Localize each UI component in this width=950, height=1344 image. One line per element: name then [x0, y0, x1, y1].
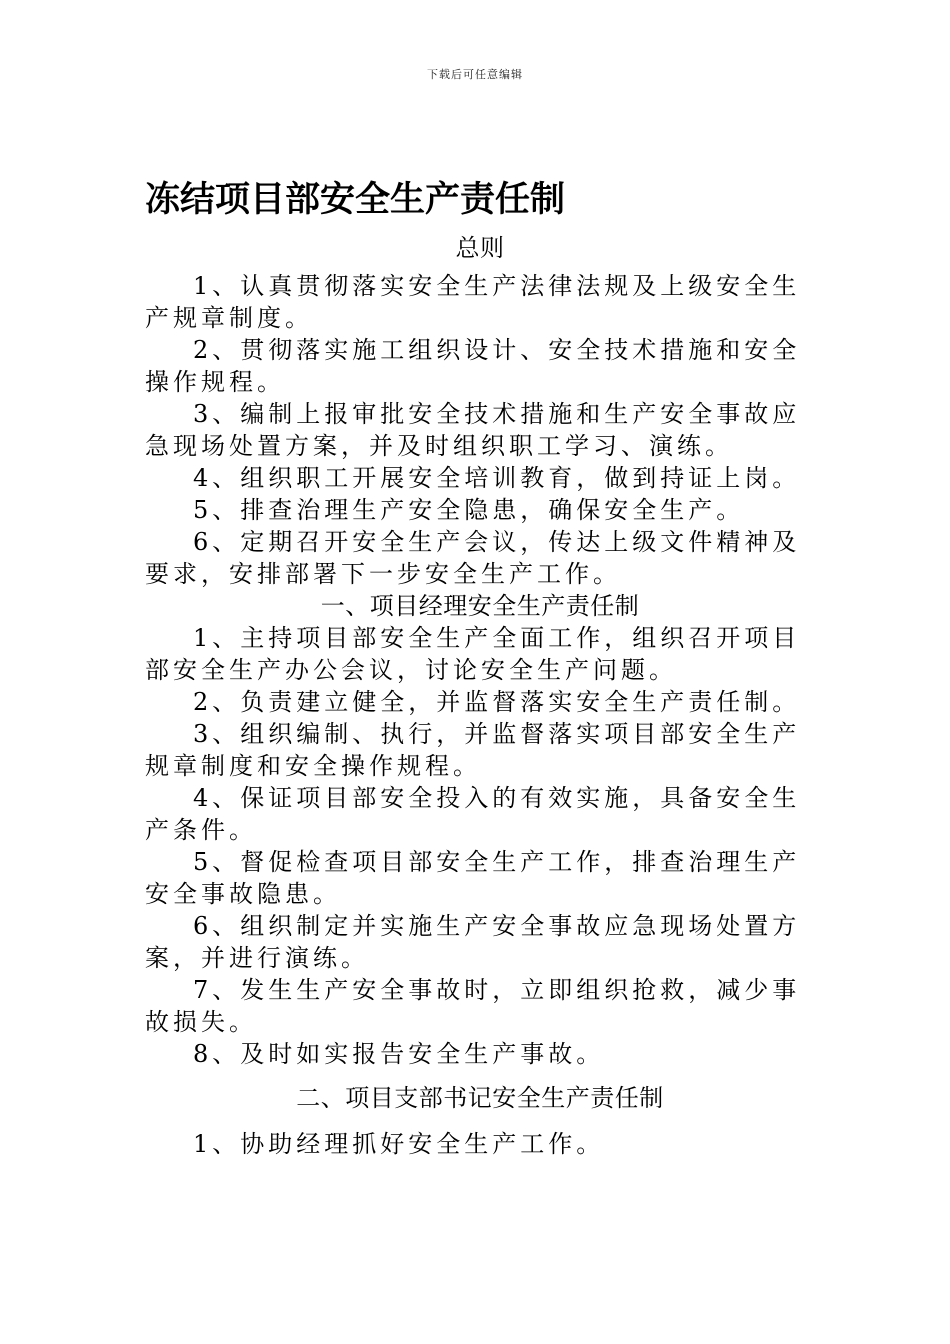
general-item-5: 5、排查治理生产安全隐患，确保安全生产。 — [193, 496, 745, 524]
document-title: 冻结项目部安全生产责任制 — [145, 179, 566, 220]
section1-item-8: 8、及时如实报告安全生产事故。 — [193, 1040, 605, 1068]
general-item-3: 3、编制上报审批安全技术措施和生产安全事故应急现场处置方案，并及时组织职工学习、演练。 — [145, 400, 801, 460]
section2-item-1: 1、协助经理抓好安全生产工作。 — [193, 1130, 605, 1158]
section2-heading: 二、项目支部书记安全生产责任制 — [296, 1084, 664, 1112]
general-item-2: 2、贯彻落实施工组织设计、安全技术措施和安全操作规程。 — [145, 336, 801, 396]
section1-heading: 一、项目经理安全生产责任制 — [320, 592, 640, 620]
section1-item-5: 5、督促检查项目部安全生产工作，排查治理生产安全事故隐患。 — [145, 848, 801, 908]
general-item-4: 4、组织职工开展安全培训教育，做到持证上岗。 — [193, 464, 801, 492]
section1-item-6: 6、组织制定并实施生产安全事故应急现场处置方案，并进行演练。 — [145, 912, 801, 972]
header-note: 下载后可任意编辑 — [427, 68, 523, 81]
document-body — [145, 226, 815, 1160]
section1-item-3: 3、组织编制、执行，并监督落实项目部安全生产规章制度和安全操作规程。 — [145, 720, 801, 780]
general-heading: 总则 — [455, 234, 505, 262]
general-item-1: 1、认真贯彻落实安全生产法律法规及上级安全生产规章制度。 — [145, 272, 801, 332]
section1-item-1: 1、主持项目部安全生产全面工作，组织召开项目部安全生产办公会议，讨论安全生产问题。 — [145, 624, 801, 684]
section1-item-2: 2、负责建立健全，并监督落实安全生产责任制。 — [193, 688, 801, 716]
general-item-6: 6、定期召开安全生产会议，传达上级文件精神及要求，安排部署下一步安全生产工作。 — [145, 528, 801, 588]
section1-item-7: 7、发生生产安全事故时，立即组织抢救，减少事故损失。 — [145, 976, 801, 1036]
section1-item-4: 4、保证项目部安全投入的有效实施，具备安全生产条件。 — [145, 784, 801, 844]
